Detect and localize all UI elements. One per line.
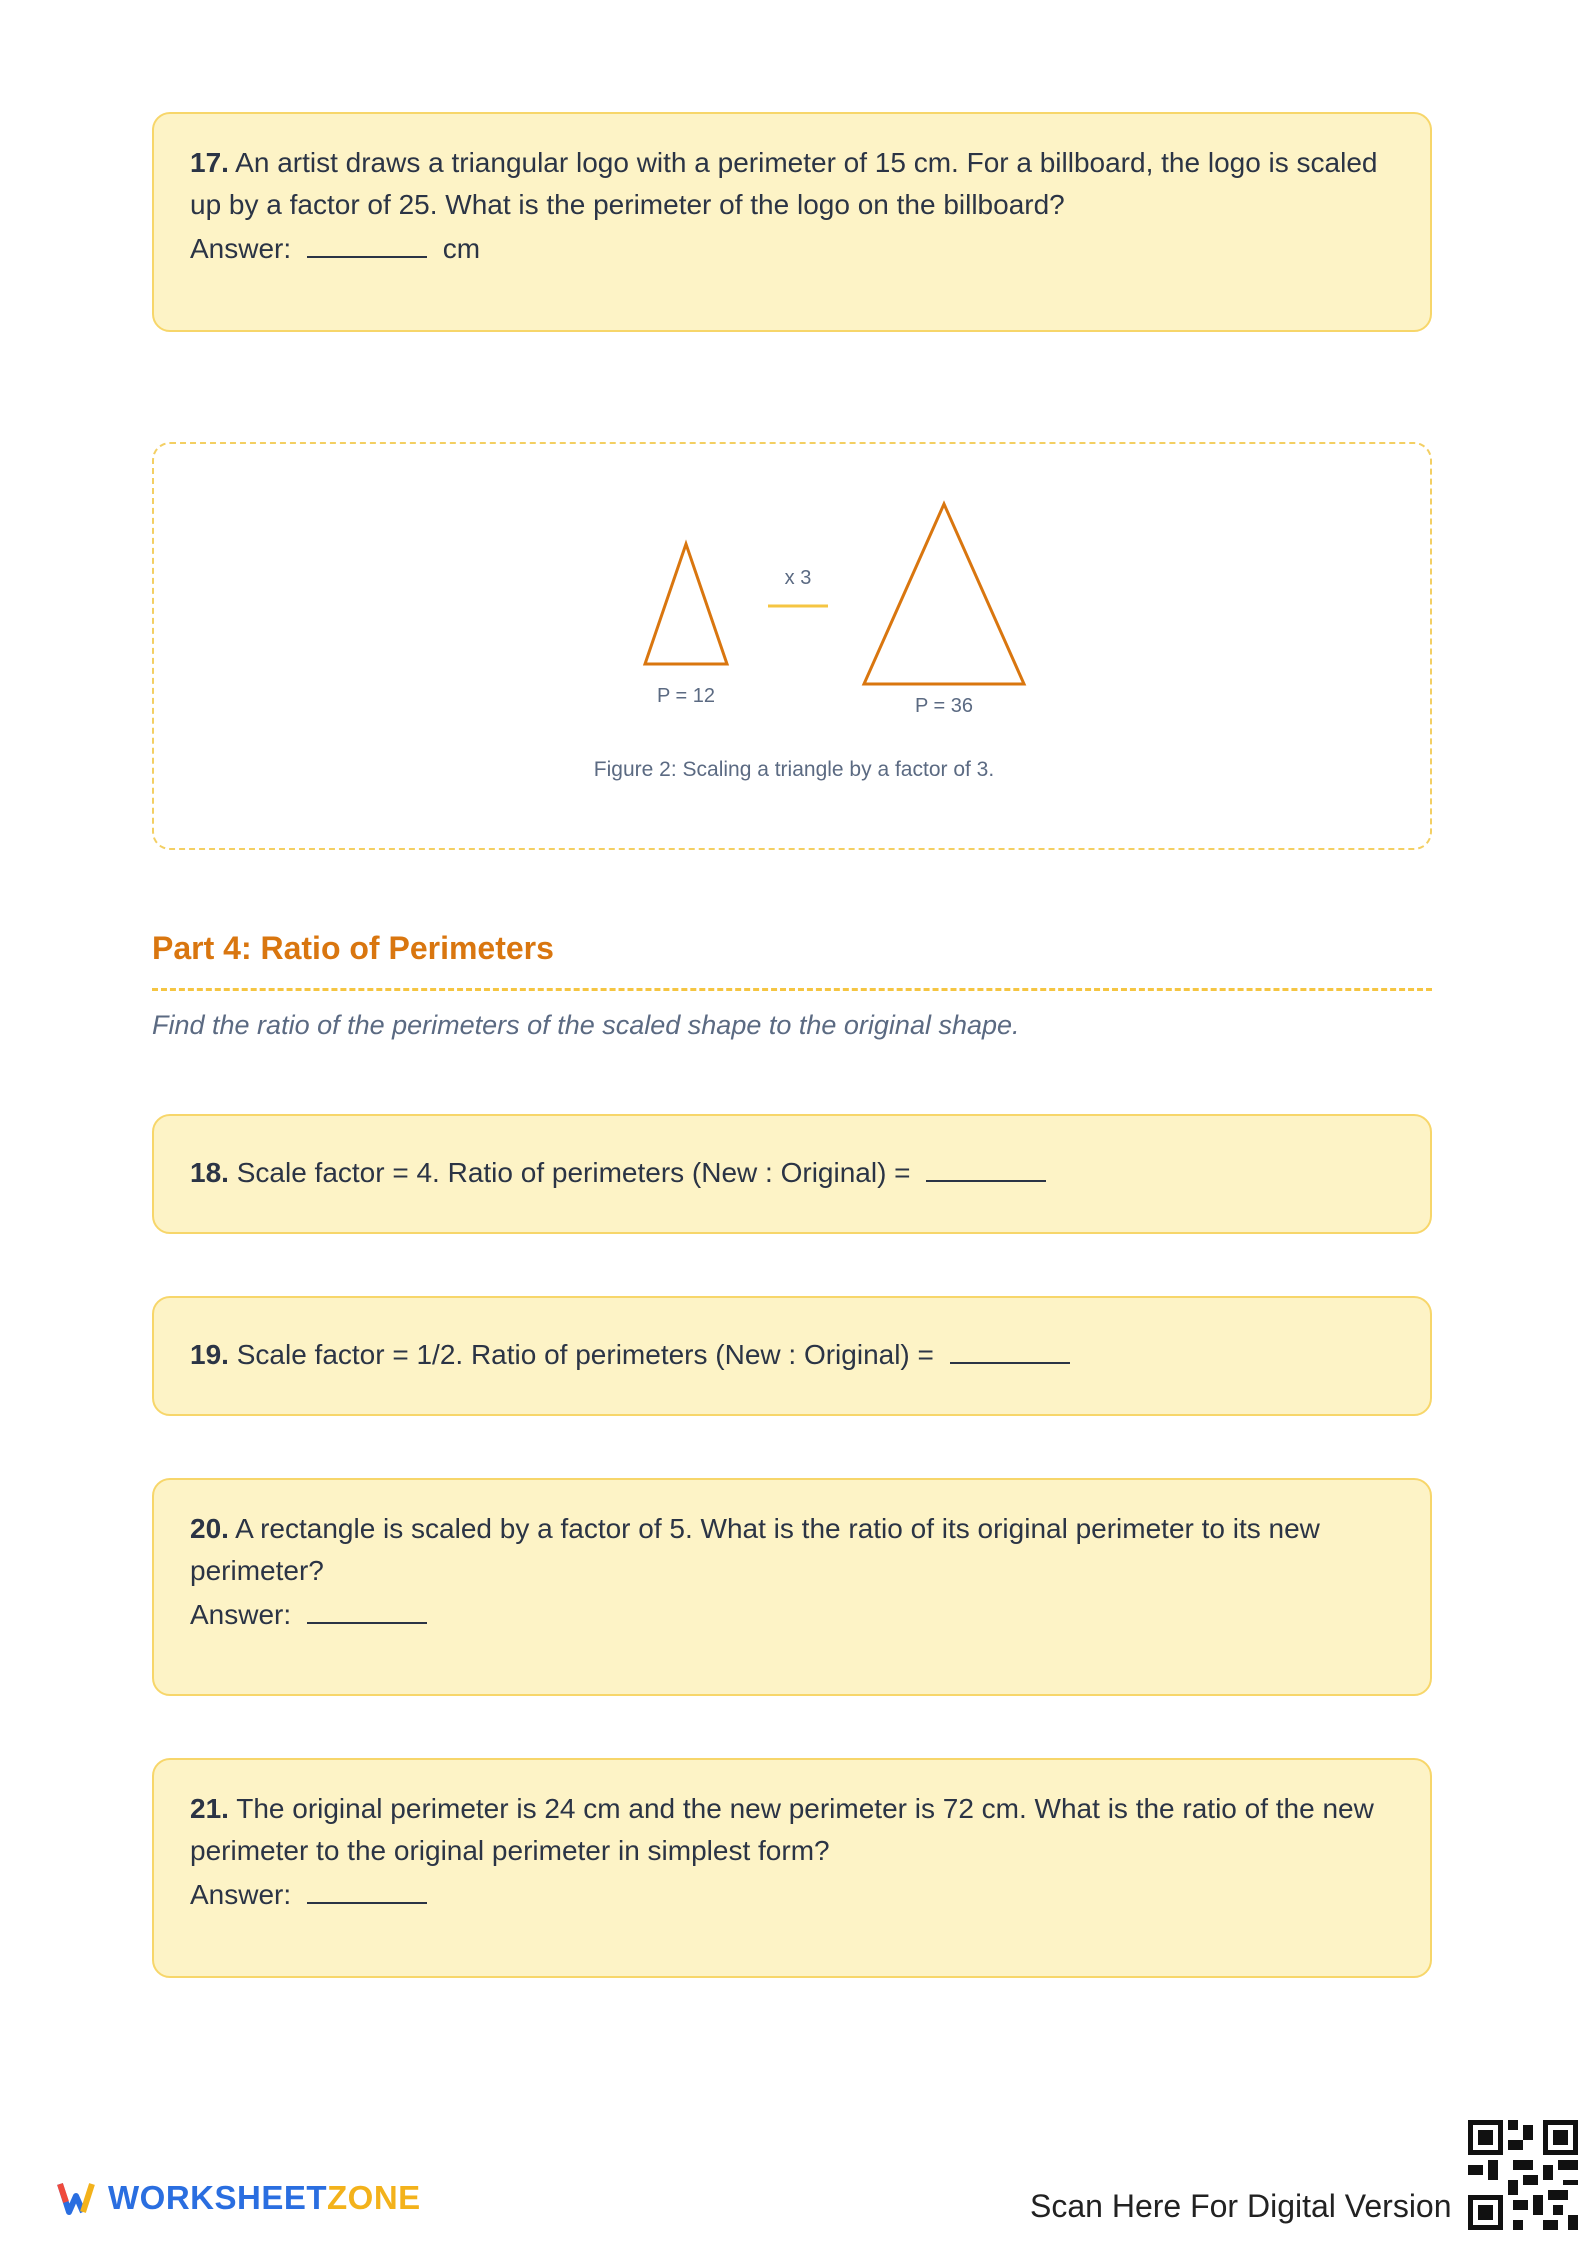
question-number: 21.: [190, 1793, 229, 1824]
answer-blank[interactable]: [926, 1150, 1046, 1182]
question-prompt: Scale factor = 1/2. Ratio of perimeters (New : Original) =: [236, 1339, 934, 1370]
answer-unit: cm: [442, 233, 481, 264]
question-21-text: [190, 1788, 1394, 1872]
question-number: 17.: [190, 147, 229, 178]
question-prompt: The original perimeter is 24 cm and the new perimeter is 72 cm. What is the ratio of the new perimeter to the original perimeter in simplest form?: [190, 1793, 1374, 1866]
scaling-diagram: [154, 444, 1430, 848]
question-19-text: [190, 1332, 1394, 1376]
question-20-text: [190, 1508, 1394, 1592]
scale-factor-label: x 3: [784, 567, 812, 589]
answer-line: [190, 226, 1394, 270]
answer-blank[interactable]: [307, 1592, 427, 1624]
question-19-card: [152, 1296, 1432, 1416]
qr-code-icon[interactable]: [1468, 2120, 1578, 2230]
answer-line: [190, 1872, 1394, 1916]
section-title: Part 4: Ratio of Perimeters: [152, 930, 554, 966]
answer-label: Answer:: [190, 1879, 292, 1910]
worksheetzone-logo-icon: [56, 2178, 96, 2218]
large-triangle-label: P = 36: [914, 695, 974, 717]
brand-name: WORKSHEETZONE: [108, 2179, 421, 2216]
question-prompt: An artist draws a triangular logo with a perimeter of 15 cm. For a billboard, the logo is scaled up by a factor of 25. What is the perimeter of the logo on the billboard?: [190, 147, 1378, 220]
answer-blank[interactable]: [307, 226, 427, 258]
figure-caption: Figure 2: Scaling a triangle by a factor of 3.: [593, 758, 995, 781]
question-17-text: [190, 142, 1394, 226]
footer-logo: [56, 2178, 421, 2218]
question-17-card: [152, 112, 1432, 332]
answer-line: [190, 1592, 1394, 1636]
scan-text: Scan Here For Digital Version: [1030, 2188, 1452, 2224]
answer-blank[interactable]: [307, 1872, 427, 1904]
question-21-card: [152, 1758, 1432, 1978]
answer-label: Answer:: [190, 1599, 292, 1630]
question-number: 18.: [190, 1157, 229, 1188]
question-18-text: [190, 1150, 1394, 1194]
question-prompt: Scale factor = 4. Ratio of perimeters (New : Original) =: [236, 1157, 911, 1188]
small-triangle-label: P = 12: [656, 685, 716, 707]
answer-label: Answer:: [190, 233, 292, 264]
question-20-card: [152, 1478, 1432, 1696]
answer-blank[interactable]: [950, 1332, 1070, 1364]
small-triangle: [645, 544, 727, 664]
figure-box: [152, 442, 1432, 850]
section-instructions: Find the ratio of the perimeters of the scaled shape to the original shape.: [152, 1010, 1020, 1040]
question-number: 19.: [190, 1339, 229, 1370]
large-triangle: [864, 504, 1024, 684]
question-number: 20.: [190, 1513, 229, 1544]
question-18-card: [152, 1114, 1432, 1234]
section-divider: [152, 988, 1432, 991]
question-prompt: A rectangle is scaled by a factor of 5. What is the ratio of its original perimeter to its new perimeter?: [190, 1513, 1320, 1586]
